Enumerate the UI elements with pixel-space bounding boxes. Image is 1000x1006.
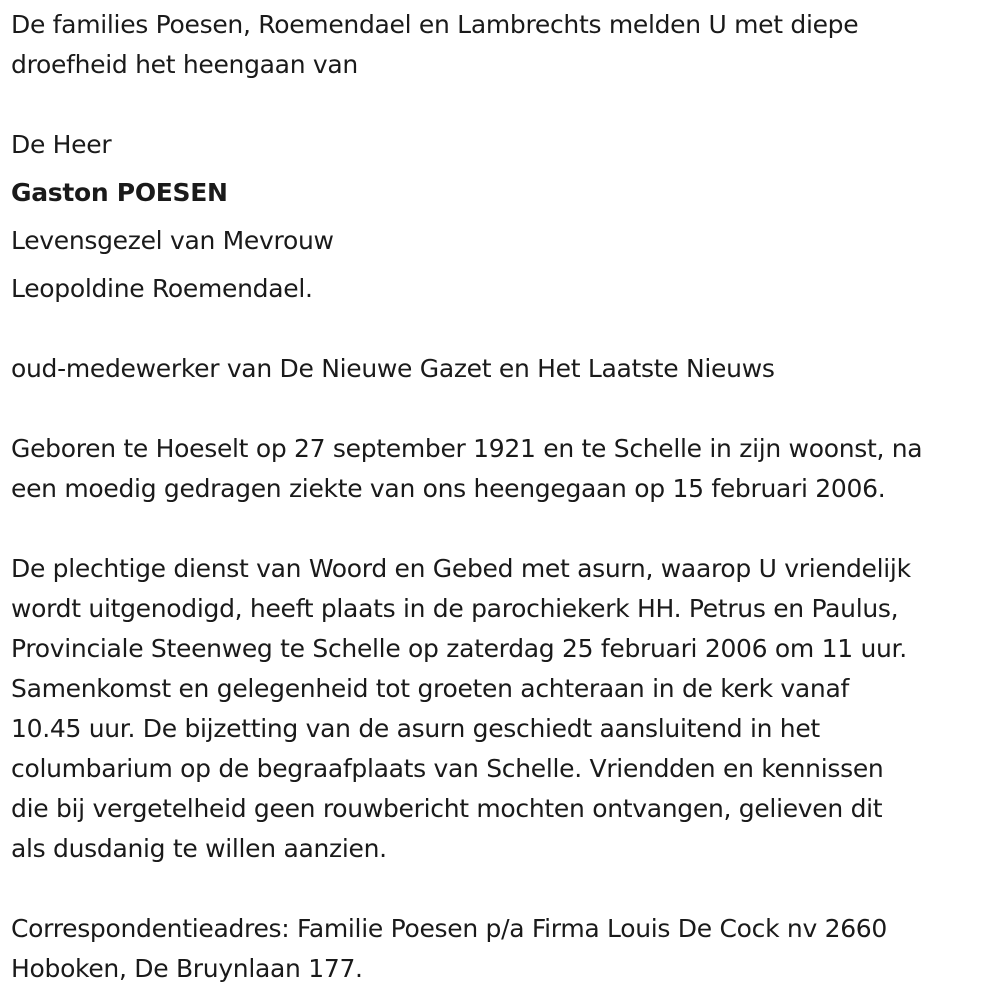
intro-line-1: De families Poesen, Roemendael en Lambrechts melden U met diepe (11, 10, 859, 39)
deceased-name: Gaston POESEN (11, 178, 228, 207)
service-line-4: Samenkomst en gelegenheid tot groeten achteraan in de kerk vanaf (11, 674, 849, 703)
correspondence-line-1: Correspondentieadres: Familie Poesen p/a Firma Louis De Cock nv 2660 (11, 914, 888, 943)
partner-line-2: Leopoldine Roemendael. (11, 274, 313, 303)
service-line-2: wordt uitgenodigd, heeft plaats in de parochiekerk HH. Petrus en Paulus, (11, 594, 899, 623)
correspondence-line-2: Hoboken, De Bruynlaan 177. (11, 954, 363, 983)
intro-line-2: droefheid het heengaan van (11, 50, 358, 79)
birth-death-line-1: Geboren te Hoeselt op 27 september 1921 en te Schelle in zijn woonst, na (11, 434, 923, 463)
service-line-8: als dusdanig te willen aanzien. (11, 834, 387, 863)
birth-death-line-2: een moedig gedragen ziekte van ons heengegaan op 15 februari 2006. (11, 474, 886, 503)
service-line-3: Provinciale Steenweg te Schelle op zaterdag 25 februari 2006 om 11 uur. (11, 634, 907, 663)
deceased-title: De Heer (11, 130, 112, 159)
service-line-1: De plechtige dienst van Woord en Gebed met asurn, waarop U vriendelijk (11, 554, 911, 583)
service-line-6: columbarium op de begraafplaats van Schelle. Vriendden en kennissen (11, 754, 884, 783)
occupation-line: oud-medewerker van De Nieuwe Gazet en Het Laatste Nieuws (11, 354, 775, 383)
service-line-5: 10.45 uur. De bijzetting van de asurn geschiedt aansluitend in het (11, 714, 820, 743)
partner-line-1: Levensgezel van Mevrouw (11, 226, 334, 255)
service-line-7: die bij vergetelheid geen rouwbericht mochten ontvangen, gelieven dit (11, 794, 883, 823)
